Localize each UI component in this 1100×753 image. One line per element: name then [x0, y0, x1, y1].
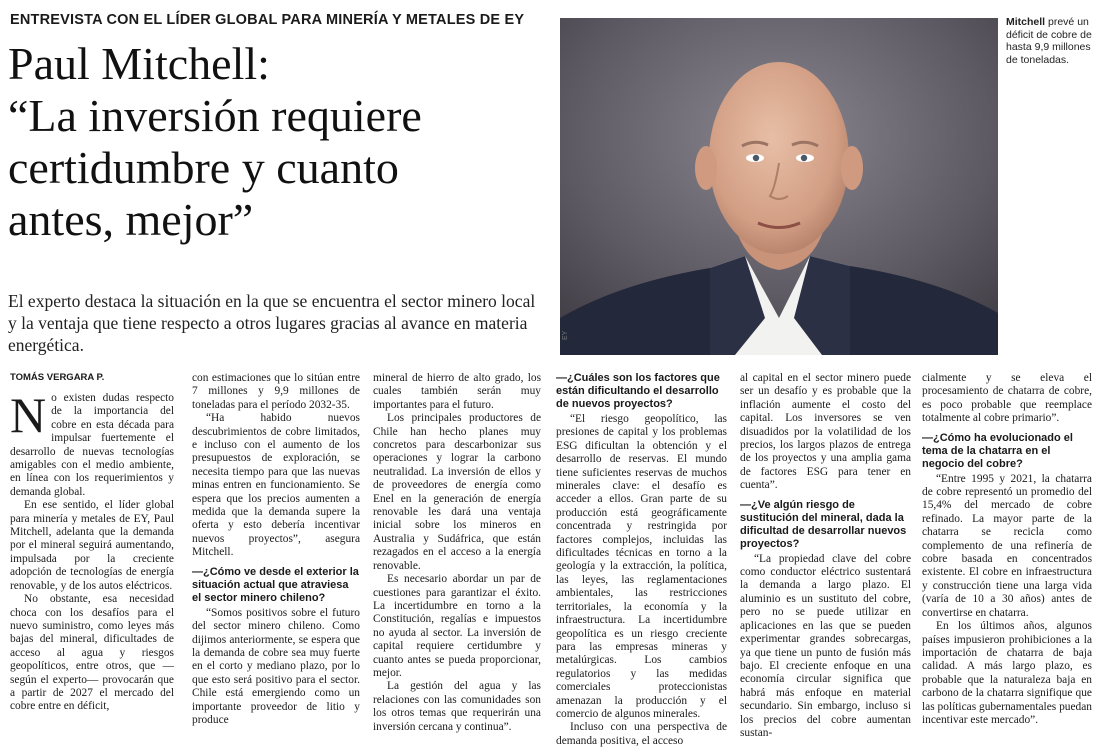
interview-question: —¿Cuáles son los factores que están dificultando el desarrollo de nuevos proyectos?: [556, 372, 720, 410]
article-paragraph: “Somos positivos sobre el futuro del sector minero chileno. Como dijimos anteriormente, se espera que la demanda de cobre sea muy fuerte en el corto y mediano plazo, por lo que esto será positivo para el sector. Chile está emergiendo como un importante proveedor de litio y produce: [192, 606, 360, 726]
kicker: ENTREVISTA CON EL LÍDER GLOBAL PARA MINERÍA Y METALES DE EY: [10, 12, 525, 28]
portrait-illustration: [560, 18, 998, 355]
article-paragraph: La gestión del agua y las relaciones con las comunidades son los otros temas que requerirán una inversión cercana y continua”.: [373, 680, 541, 733]
article-paragraph: Incluso con una perspectiva de demanda positiva, el acceso: [556, 721, 727, 747]
caption-text: prevé un déficit de cobre de hasta 9,9 millones de toneladas.: [1006, 16, 1092, 66]
headline-line: antes, mejor”: [8, 194, 254, 245]
headline-line: “La inversión requiere: [8, 90, 422, 141]
article-column: [10, 392, 174, 750]
article-paragraph: “La propiedad clave del cobre como conductor eléctrico sustentará la demanda a largo plazo. El aluminio es un sustituto del cobre, pero no se puede utilizar en aplicaciones en las que se pueden experimentar grandes sobrecargas, ya que tiene un punto de fusión más bajo. El creciente enfoque en una economía circular significa que habrá más enfoque en material secundario. Sin embargo, incluso si los precios del cobre aumentan sustan-: [740, 552, 911, 739]
headline: [8, 38, 548, 246]
article-paragraph: “Ha habido nuevos descubrimientos de cobre limitados, e incluso con el aumento de los presupuestos de exploración, se necesita tiempo para que las nuevas minas entren en funcionamiento. Se espera que los precios aumenten a medida que la demanda supere la oferta y esto debería incentivar nuevos proyectos”, asegura Mitchell.: [192, 412, 360, 559]
article-paragraph: No obstante, esa necesidad choca con los desafíos para el nuevo suministro, como leyes más bajas del mineral, dificultades de acceso al agua y riesgos geopolíticos, entre otros, que —según el experto— provocarán que a partir de 2027 el mercado del cobre entre en déficit,: [10, 593, 174, 713]
article-column: [556, 372, 727, 750]
article-paragraph: “Entre 1995 y 2021, la chatarra de cobre representó un promedio del 15,4% del mercado de cobre refinado. La mayor parte de la chatarra se recicla como complemento de una refinería de cobre basada en concentrados existente. El cobre en infraestructura y construcción tiene una larga vida (varía de 10 a 30 años) antes de convertirse en chatarra.: [922, 472, 1092, 619]
article-paragraph: En ese sentido, el líder global para minería y metales de EY, Paul Mitchell, adelanta que la demanda por el mineral seguirá aumentando, impulsada por la creciente adopción de tecnologías de energía renovable, y de los autos eléctricos.: [10, 499, 174, 592]
article-paragraph: Los principales productores de Chile han hecho planes muy concretos para descarbonizar sus operaciones y lograr la carbono neutralidad. La inversión de ellos y de proveedores de energía como Enel en la generación de energía renovable les dará una ventaja inicial sobre los mineros en Australia y Sudáfrica, que están rezagados en el acceso a la energía renovable.: [373, 412, 541, 572]
photo-credit: EY: [562, 330, 569, 340]
article-column: [192, 372, 360, 750]
article-paragraph: mineral de hierro de alto grado, los cuales también serán muy importantes para el futuro.: [373, 372, 541, 411]
article-paragraph: En los últimos años, algunos países impusieron prohibiciones a la importación de chatarra de baja calidad. A más largo plazo, es probable que la naturaleza baja en carbono de la chatarra signifique que las políticas gubernamentales puedan incentivar este mercado”.: [922, 620, 1092, 726]
paragraph-text: o existen dudas respecto de la importancia del cobre en esta década para impulsar fuertemente el desarrollo de nuevas tecnologías amigables con el medio ambiente, en línea con los requerimientos y demanda global.: [10, 392, 174, 498]
interview-question: —¿Cómo ha evolucionado el tema de la chatarra en el negocio del cobre?: [922, 431, 1073, 470]
article-paragraph: al capital en el sector minero puede ser un desafío y es probable que la inflación aumente el costo del capital. Los inversores se ven disuadidos por la volatilidad de los precios, los largos plazos de entrega de los proyectos y una amplia gama de factores ESG para tener en cuenta”.: [740, 372, 911, 492]
article-column: [922, 372, 1092, 750]
article-column: [373, 372, 541, 750]
drop-cap: N: [10, 392, 47, 443]
article-paragraph: “El riesgo geopolítico, las presiones de capital y los problemas ESG dificultan la obtención y el desarrollo de reservas. El mundo tiene suficientes reservas de muchos minerales clave: el desafío es acceder a ellos. Gran parte de su producción está geográficamente concentrada y restringida por factores complejos, incluidas las dificultades técnicas en torno a la geología y la extracción, la política, las leyes, las reglamentaciones ambientales, las restricciones territoriales, la economía y la infraestructura. La incertidumbre geopolítica es un riesgo creciente para las empresas mineras y metalúrgicas. Los cambios regulatorios y las medidas comerciales proteccionistas amenazan la producción y el comercio de algunos minerales.: [556, 413, 727, 720]
article-paragraph: [10, 392, 174, 499]
interview-question: —¿Ve algún riesgo de sustitución del mineral, dada la dificultad de desarrollar nuevos proyectos?: [740, 498, 907, 550]
article-paragraph: cialmente y se eleva el procesamiento de chatarra de cobre, es poco probable que reemplace totalmente al cobre primario”.: [922, 372, 1092, 425]
caption-name: Mitchell: [1006, 16, 1046, 28]
article-paragraph: con estimaciones que lo sitúan entre 7 millones y 9,9 millones de toneladas para el período 2032-35.: [192, 372, 360, 411]
deck: El experto destaca la situación en la que se encuentra el sector minero local y la ventaja que tiene respecto a otros lugares gracias al avance en materia energética.: [8, 291, 536, 355]
photo-caption: [1006, 16, 1098, 66]
headline-line: certidumbre y cuanto: [8, 142, 399, 193]
byline: TOMÁS VERGARA P.: [10, 372, 105, 383]
portrait-photo: [560, 18, 998, 355]
article-paragraph: Es necesario abordar un par de cuestiones para garantizar el éxito. La incertidumbre en torno a la Constitución, regalías e impuestos no ayuda al sector. La inversión de capital requiere certidumbre y cuanto antes se pueda proporcionar, mejor.: [373, 573, 541, 679]
article-column: [740, 372, 911, 750]
headline-line: Paul Mitchell:: [8, 38, 270, 89]
interview-question: —¿Cómo ve desde el exterior la situación actual que atraviesa el sector minero chileno?: [192, 565, 359, 604]
